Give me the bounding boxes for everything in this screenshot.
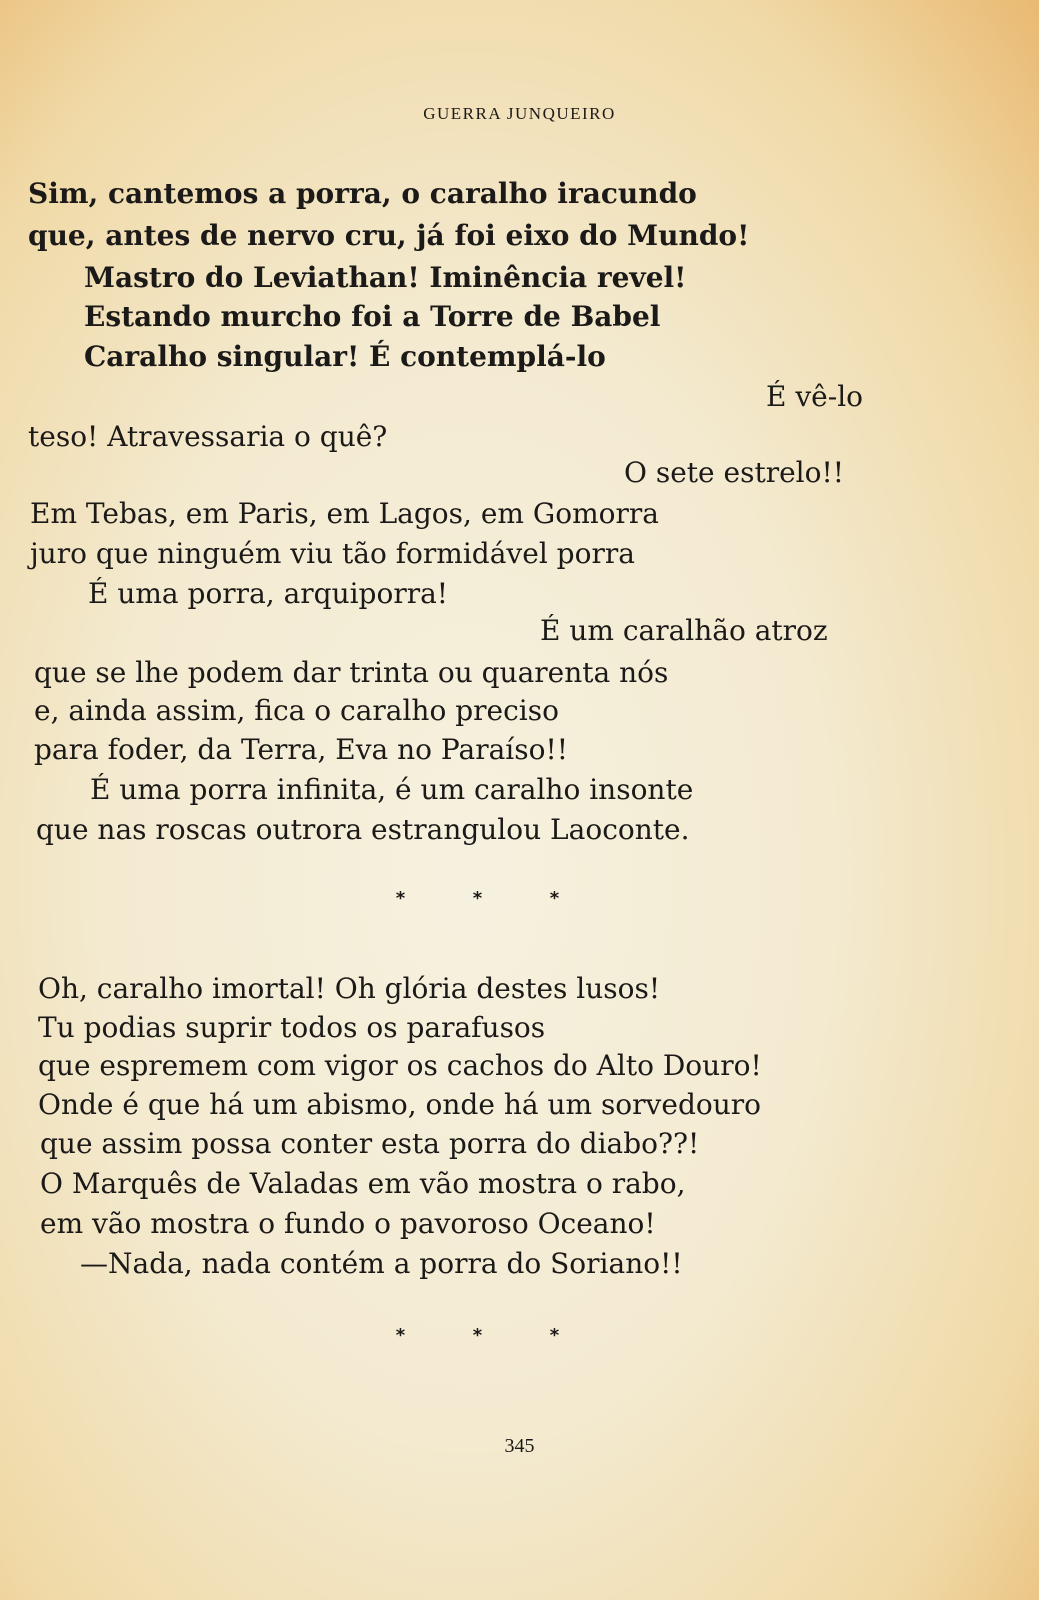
verse-line: Onde é que há um abismo, onde há um sorvedouro [38,1088,761,1121]
verse-line: que nas roscas outrora estrangulou Laoconte. [36,813,690,846]
running-head: GUERRA JUNQUEIRO [423,104,616,123]
verse-line: Caralho singular! É contemplá-lo [84,340,606,373]
asterisk: * [395,888,406,909]
verse-line: Oh, caralho imortal! Oh glória destes lusos! [38,972,661,1005]
verse-line: e, ainda assim, fica o caralho preciso [34,694,559,727]
verse-line: É uma porra infinita, é um caralho insonte [90,773,694,806]
asterisk: * [395,1325,406,1346]
verse-line: Mastro do Leviathan! Iminência revel! [84,261,687,294]
verse-line: Tu podias suprir todos os parafusos [38,1011,546,1044]
verse-line: que, antes de nervo cru, já foi eixo do Mundo! [28,219,750,252]
verse-line: É uma porra, arquiporra! [88,577,449,610]
verse-line: É vê-lo [766,380,864,413]
verse-line: teso! Atravessaria o quê? [28,420,388,453]
verse-line: O sete estrelo!! [624,456,844,489]
verse-line: em vão mostra o fundo o pavoroso Oceano! [40,1207,656,1240]
asterisk: * [472,888,483,909]
section-separator [362,888,593,909]
asterisk: * [472,1325,483,1346]
verse-line: que espremem com vigor os cachos do Alto Douro! [38,1049,762,1082]
verse-line: que assim possa conter esta porra do diabo??! [40,1127,700,1160]
verse-line: —Nada, nada contém a porra do Soriano!! [80,1247,683,1280]
asterisk: * [549,888,560,909]
verse-line: Sim, cantemos a porra, o caralho iracundo [28,177,697,210]
verse-line: Estando murcho foi a Torre de Babel [84,300,661,333]
verse-line: juro que ninguém viu tão formidável porra [30,537,635,570]
asterisk: * [549,1325,560,1346]
verse-line: que se lhe podem dar trinta ou quarenta nós [34,656,669,689]
verse-line: para foder, da Terra, Eva no Paraíso!! [34,733,568,766]
page-number: 345 [504,1435,535,1457]
verse-line: O Marquês de Valadas em vão mostra o rabo, [40,1167,686,1200]
verse-line: Em Tebas, em Paris, em Lagos, em Gomorra [30,497,659,530]
section-separator [362,1325,593,1346]
verse-line: É um caralhão atroz [540,614,828,647]
